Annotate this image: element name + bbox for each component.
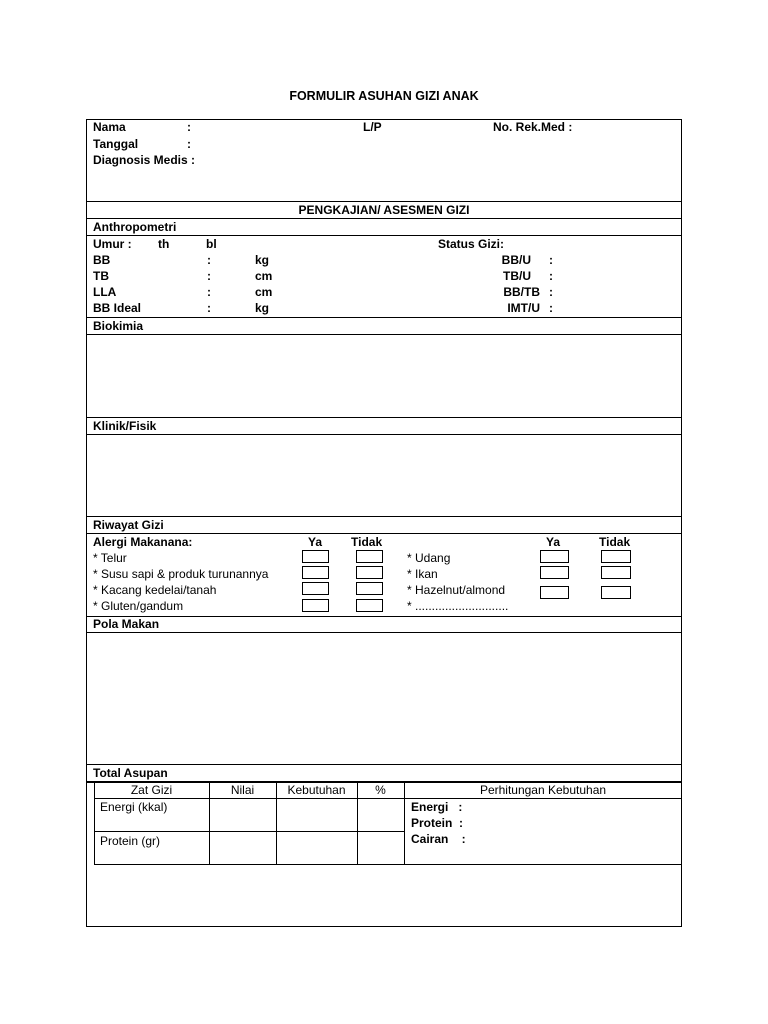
allergy-item: * ............................ xyxy=(407,599,509,613)
colon: : xyxy=(207,301,211,315)
divider xyxy=(86,533,682,534)
anthro-unit: cm xyxy=(255,285,273,299)
checkbox-ya[interactable] xyxy=(302,550,329,563)
anthro-label: BB xyxy=(93,253,111,267)
calc-item: Energi : xyxy=(411,800,463,814)
label-umur: Umur : xyxy=(93,237,132,251)
allergy-item: * Kacang kedelai/tanah xyxy=(93,583,217,597)
table-header-border xyxy=(94,798,682,799)
divider xyxy=(86,317,682,318)
colon: : xyxy=(187,137,191,151)
checkbox-tidak[interactable] xyxy=(356,550,383,563)
col-header: % xyxy=(375,783,386,797)
total-heading: Total Asupan xyxy=(93,766,168,780)
col-header: Kebutuhan xyxy=(287,783,346,797)
tidak-header: Tidak xyxy=(351,535,383,549)
allergy-item: * Udang xyxy=(407,551,451,565)
colon: : xyxy=(207,253,211,267)
divider xyxy=(86,218,682,219)
colon: : xyxy=(207,285,211,299)
checkbox-tidak[interactable] xyxy=(601,566,631,579)
colon: : xyxy=(207,269,211,283)
label-lp: L/P xyxy=(363,120,382,134)
anthro-label: TB xyxy=(93,269,109,283)
colon: : xyxy=(187,120,191,134)
form-title: FORMULIR ASUHAN GIZI ANAK xyxy=(289,89,479,103)
label-nama: Nama xyxy=(93,120,126,134)
anthro-label: LLA xyxy=(93,285,117,299)
divider xyxy=(86,616,682,617)
label-bl: bl xyxy=(206,237,217,251)
label-th: th xyxy=(158,237,170,251)
checkbox-ya[interactable] xyxy=(302,566,329,579)
label-tanggal: Tanggal xyxy=(93,137,139,151)
anthropometri-heading: Anthropometri xyxy=(93,220,177,234)
biokimia-heading: Biokimia xyxy=(93,319,144,333)
checkbox-tidak[interactable] xyxy=(601,550,631,563)
row-label: Energi (kkal) xyxy=(100,800,168,814)
checkbox-ya[interactable] xyxy=(540,566,569,579)
label-status-gizi: Status Gizi: xyxy=(438,237,505,251)
colon: : xyxy=(549,253,553,267)
divider xyxy=(86,516,682,517)
allergy-item: * Ikan xyxy=(407,567,438,581)
calc-header: Perhitungan Kebutuhan xyxy=(479,783,607,797)
status-label: TB/U xyxy=(503,269,531,283)
divider xyxy=(86,417,682,418)
assessment-title: PENGKAJIAN/ ASESMEN GIZI xyxy=(298,203,470,217)
label-no-rekmed: No. Rek.Med : xyxy=(493,120,573,134)
checkbox-tidak[interactable] xyxy=(356,566,383,579)
divider xyxy=(86,201,682,202)
tidak-header: Tidak xyxy=(599,535,631,549)
checkbox-ya[interactable] xyxy=(302,582,329,595)
ya-header: Ya xyxy=(546,535,561,549)
anthro-unit: cm xyxy=(255,269,273,283)
divider xyxy=(86,764,682,765)
divider xyxy=(86,235,682,236)
colon: : xyxy=(549,269,553,283)
pola-heading: Pola Makan xyxy=(93,617,160,631)
checkbox-tidak[interactable] xyxy=(356,599,383,612)
anthro-label: BB Ideal xyxy=(93,301,142,315)
table-bottom-border xyxy=(404,864,682,865)
allergy-item: * Telur xyxy=(93,551,127,565)
klinik-heading: Klinik/Fisik xyxy=(93,419,157,433)
row-label: Protein (gr) xyxy=(100,834,161,848)
divider xyxy=(86,632,682,633)
ya-header: Ya xyxy=(308,535,323,549)
checkbox-ya[interactable] xyxy=(540,586,569,599)
colon: : xyxy=(549,301,553,315)
divider xyxy=(86,334,682,335)
col-header: Zat Gizi xyxy=(130,783,173,797)
allergy-item: * Gluten/gandum xyxy=(93,599,184,613)
allergy-item: * Susu sapi & produk turunannya xyxy=(93,567,269,581)
table-bottom-border xyxy=(94,864,404,865)
calc-item: Cairan : xyxy=(411,832,466,846)
status-label: BB/TB xyxy=(503,285,540,299)
label-diagnosis: Diagnosis Medis : xyxy=(93,153,196,167)
allergy-heading: Alergi Makanana: xyxy=(93,535,193,549)
checkbox-ya[interactable] xyxy=(540,550,569,563)
col-header: Nilai xyxy=(230,783,255,797)
colon: : xyxy=(549,285,553,299)
status-label: IMT/U xyxy=(507,301,540,315)
checkbox-tidak[interactable] xyxy=(356,582,383,595)
allergy-item: * Hazelnut/almond xyxy=(407,583,506,597)
calc-item: Protein : xyxy=(411,816,464,830)
riwayat-heading: Riwayat Gizi xyxy=(93,518,164,532)
anthro-unit: kg xyxy=(255,253,270,267)
form-frame xyxy=(86,119,682,927)
checkbox-tidak[interactable] xyxy=(601,586,631,599)
checkbox-ya[interactable] xyxy=(302,599,329,612)
anthro-unit: kg xyxy=(255,301,270,315)
divider xyxy=(86,434,682,435)
status-label: BB/U xyxy=(501,253,531,267)
